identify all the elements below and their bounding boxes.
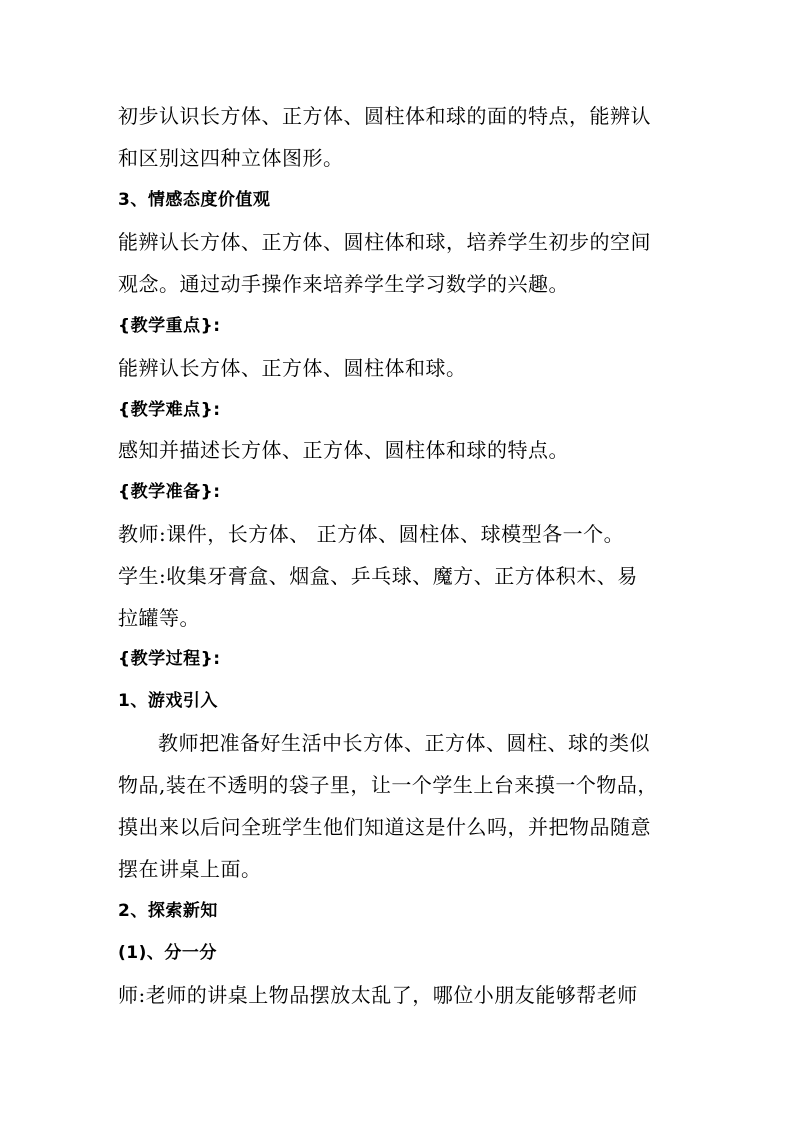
- section-heading: {教学重点}:: [118, 316, 221, 336]
- paragraph-line: 物品,装在不透明的袋子里，让一个学生上台来摸一个物品，: [118, 773, 658, 797]
- paragraph-line: 拉罐等。: [118, 606, 200, 630]
- paragraph-line: 摸出来以后问全班学生他们知道这是什么吗，并把物品随意: [118, 815, 651, 839]
- paragraph-line: 观念。通过动手操作来培养学生学习数学的兴趣。: [118, 272, 569, 296]
- section-heading: (1)、分一分: [118, 943, 217, 963]
- section-heading: 2、探索新知: [118, 901, 218, 921]
- paragraph-line: 感知并描述长方体、正方体、圆柱体和球的特点。: [118, 438, 569, 462]
- section-heading: {教学难点}:: [118, 400, 221, 420]
- section-heading: {教学准备}:: [118, 482, 221, 502]
- paragraph-line: 能辨认长方体、正方体、圆柱体和球。: [118, 356, 467, 380]
- paragraph-line: 教师:课件，长方体、 正方体、圆柱体、球模型各一个。: [118, 522, 625, 546]
- section-heading: 3、情感态度价值观: [118, 190, 271, 210]
- paragraph-line: 教师把准备好生活中长方体、正方体、圆柱、球的类似: [158, 731, 650, 755]
- paragraph-line: 能辨认长方体、正方体、圆柱体和球，培养学生初步的空间: [118, 230, 651, 254]
- section-heading: {教学过程}:: [118, 649, 221, 669]
- section-heading: 1、游戏引入: [118, 691, 218, 711]
- paragraph-line: 学生:收集牙膏盒、烟盒、乒乓球、魔方、正方体积木、易: [118, 564, 638, 588]
- paragraph-line: 初步认识长方体、正方体、圆柱体和球的面的特点，能辨认: [118, 104, 651, 128]
- paragraph-line: 和区别这四种立体图形。: [118, 146, 344, 170]
- paragraph-line: 摆在讲桌上面。: [118, 857, 262, 881]
- paragraph-line: 师:老师的讲桌上物品摆放太乱了，哪位小朋友能够帮老师: [118, 983, 638, 1007]
